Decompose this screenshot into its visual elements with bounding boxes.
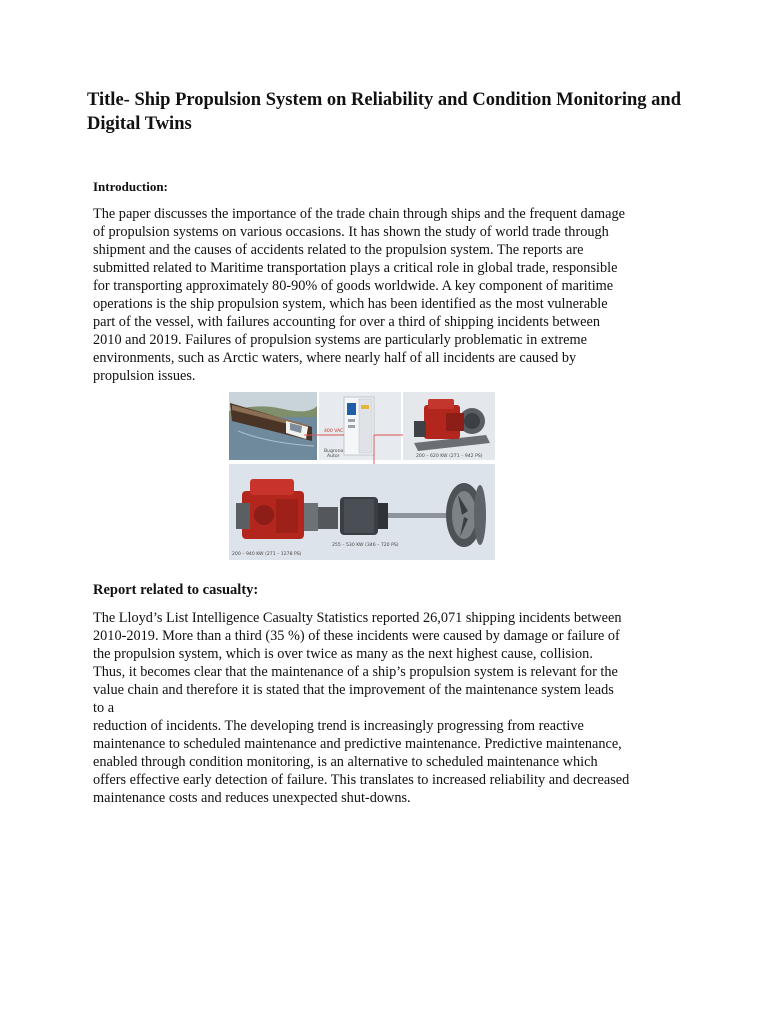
paragraph-line: submitted related to Maritime transportation plays a critical role in global trade, responsible [93, 260, 618, 276]
converter-cabinet [304, 392, 412, 471]
generator-power-label: 200 – 620 KW (271 – 942 PS) [416, 454, 483, 459]
paragraph-line: to a [93, 700, 115, 716]
introduction-paragraph [93, 205, 625, 385]
casualty-heading: Report related to casualty: [93, 582, 259, 598]
engine-power-label: 200 – 940 KW (271 – 1278 PS) [232, 552, 302, 557]
casualty-paragraph [93, 609, 629, 807]
paragraph-line: reduction of incidents. The developing trend is increasingly progressing from reactive [93, 718, 584, 734]
paragraph-line: propulsion issues. [93, 368, 196, 384]
converter-label: Bugrono [324, 449, 344, 454]
paragraph-line: shipment and the causes of accidents related to the propulsion system. The reports are [93, 242, 584, 258]
drivetrain-photo [229, 464, 495, 560]
paragraph-line: enabled through condition monitoring, is an alternative to scheduled maintenance which [93, 754, 598, 770]
paragraph-line: 2010 and 2019. Failures of propulsion systems are particularly problematic in extreme [93, 332, 587, 348]
page-title: Title- Ship Propulsion System on Reliability and Condition Monitoring and Digital Twins [87, 90, 682, 134]
paragraph-line: 2010-2019. More than a third (35 %) of these incidents were caused by damage or failure of [93, 628, 620, 644]
paragraph-line: part of the vessel, with failures accounting for over a third of shipping incidents between [93, 314, 600, 330]
paragraph-line: of propulsion systems on various occasions. It has shown the study of world trade through [93, 224, 609, 240]
voltage-label: 400 VAC [324, 429, 344, 434]
paragraph-line: offers effective early detection of failure. This translates to increased reliability and decreased [93, 772, 630, 788]
paragraph-line: The Lloyd’s List Intelligence Casualty Statistics reported 26,071 shipping incidents between [93, 610, 622, 626]
paragraph-line: maintenance costs and reduces unexpected shut-downs. [93, 790, 411, 806]
paragraph-line: the propulsion system, which is over twice as many as the next highest cause, collision. [93, 646, 593, 662]
paragraph-line: for transporting approximately 80-90% of goods worldwide. A key component of maritime [93, 278, 614, 294]
paragraph-line: Thus, it becomes clear that the maintenance of a ship’s propulsion system is relevant for the [93, 664, 618, 680]
paragraph-line: maintenance to scheduled maintenance and predictive maintenance. Predictive maintenance, [93, 736, 622, 752]
generator-photo [403, 392, 495, 460]
introduction-heading: Introduction: [93, 179, 168, 194]
paragraph-line: environments, such as Arctic waters, where nearly half of all incidents are caused by [93, 350, 577, 366]
paragraph-line: The paper discusses the importance of the trade chain through ships and the frequent damage [93, 206, 625, 222]
motor-power-label: 255 – 530 KW (346 – 720 PS) [332, 543, 399, 548]
barge-photo [229, 392, 317, 460]
converter-sublabel: Autor [327, 454, 340, 459]
paragraph-line: operations is the ship propulsion system, which has been identified as the most vulnerable [93, 296, 608, 312]
propulsion-system-figure [228, 391, 496, 561]
paragraph-line: value chain and therefore it is stated that the improvement of the maintenance system leads [93, 682, 614, 698]
